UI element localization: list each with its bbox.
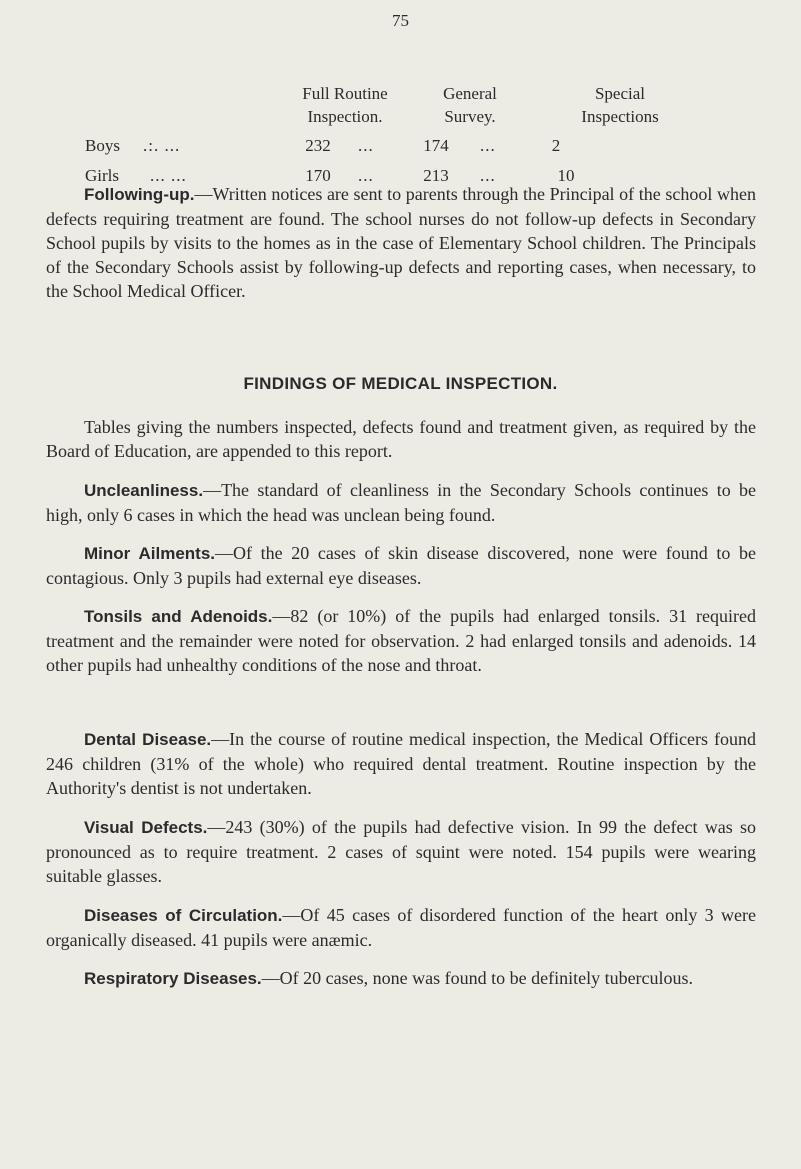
leader-dots: ...	[480, 136, 496, 155]
row-label: Boys	[85, 136, 120, 155]
cell-special-inspections: 10	[557, 166, 575, 185]
paragraph-text: —243 (30%) of the pupils had defective vision. In 99 the defect was so pronounced as to require treatment. 2 cases of squint were noted. 154 pupils were wearing suitable glasses.	[46, 817, 756, 886]
paragraph-text: —Written notices are sent to parents through the Principal of the school when defects requiring treatment are found. The school nurses do not follow-up defects in Secondary School pupils by visits to the homes as in the case of Elementary School children. The Principals of the Secondary Schools assist by following-up defects and reporting cases, when necessary, to the School Medical Officer.	[46, 184, 756, 301]
cell-full-routine: 170	[305, 166, 331, 185]
section-title: FINDINGS OF MEDICAL INSPECTION.	[243, 374, 558, 393]
paragraph-text: —82 (or 10%) of the pupils had enlarged tonsils. 31 required treatment and the remainder were noted for observation. 2 had enlarged tonsils and adenoids. 14 other pupils had unhealthy conditions of the nose and throat.	[46, 606, 756, 675]
leader-dots: ...	[358, 136, 374, 155]
paragraph-text: —Of the 20 cases of skin disease discovered, none were found to be contagious. Only 3 pupils had external eye diseases.	[46, 543, 756, 588]
paragraph-heading: Tonsils and Adenoids.	[84, 607, 273, 626]
finding-circulation	[46, 903, 756, 952]
cell-full-routine: 232	[305, 136, 331, 155]
paragraph-text: —Of 20 cases, none was found to be definitely tuberculous.	[261, 968, 694, 988]
leader-dots: ...	[358, 166, 374, 185]
paragraph-text: —In the course of routine medical inspection, the Medical Officers found 246 children (31% of the whole) who required dental treatment. Routine inspection by the Authority's dentist is not undertaken.	[46, 729, 756, 798]
cell-general-survey: 213	[423, 166, 449, 185]
cell-special-inspections: 2	[551, 136, 561, 155]
cell-general-survey: 174	[423, 136, 449, 155]
page-number: 75	[392, 11, 409, 30]
row-label: Girls	[85, 166, 119, 185]
paragraph-text: —Of 45 cases of disordered function of the heart only 3 were organically diseased. 41 pupils were anæmic.	[46, 905, 756, 950]
paragraph-heading: Minor Ailments.	[84, 544, 216, 563]
finding-uncleanliness	[46, 478, 756, 527]
paragraph-text: —The standard of cleanliness in the Secondary Schools continues to be high, only 6 cases in which the head was unclean being found.	[46, 480, 756, 525]
table-row-boys	[0, 136, 801, 160]
following-up-paragraph	[46, 182, 756, 303]
paragraph-heading: Diseases of Circulation.	[84, 906, 283, 925]
column-header-special-inspections: Special Inspections	[581, 84, 659, 126]
leader-dots: .:. ...	[143, 136, 181, 155]
leader-dots: ...	[480, 166, 496, 185]
finding-tonsils-adenoids	[46, 604, 756, 677]
column-header-general-survey: General Survey.	[443, 84, 497, 126]
paragraph-heading: Uncleanliness.	[84, 481, 204, 500]
finding-respiratory	[46, 966, 756, 991]
finding-visual-defects	[46, 815, 756, 888]
leader-dots: ... ...	[150, 166, 187, 185]
finding-minor-ailments	[46, 541, 756, 590]
intro-paragraph: Tables giving the numbers inspected, defects found and treatment given, as required by the Board of Education, are appended to this report.	[46, 417, 756, 461]
paragraph-heading: Dental Disease.	[84, 730, 212, 749]
paragraph-heading: Respiratory Diseases.	[84, 969, 262, 988]
paragraph-heading: Visual Defects.	[84, 818, 208, 837]
finding-dental-disease	[46, 727, 756, 800]
paragraph-heading: Following-up.	[84, 185, 195, 204]
column-header-full-routine: Full Routine Inspection.	[302, 84, 388, 126]
